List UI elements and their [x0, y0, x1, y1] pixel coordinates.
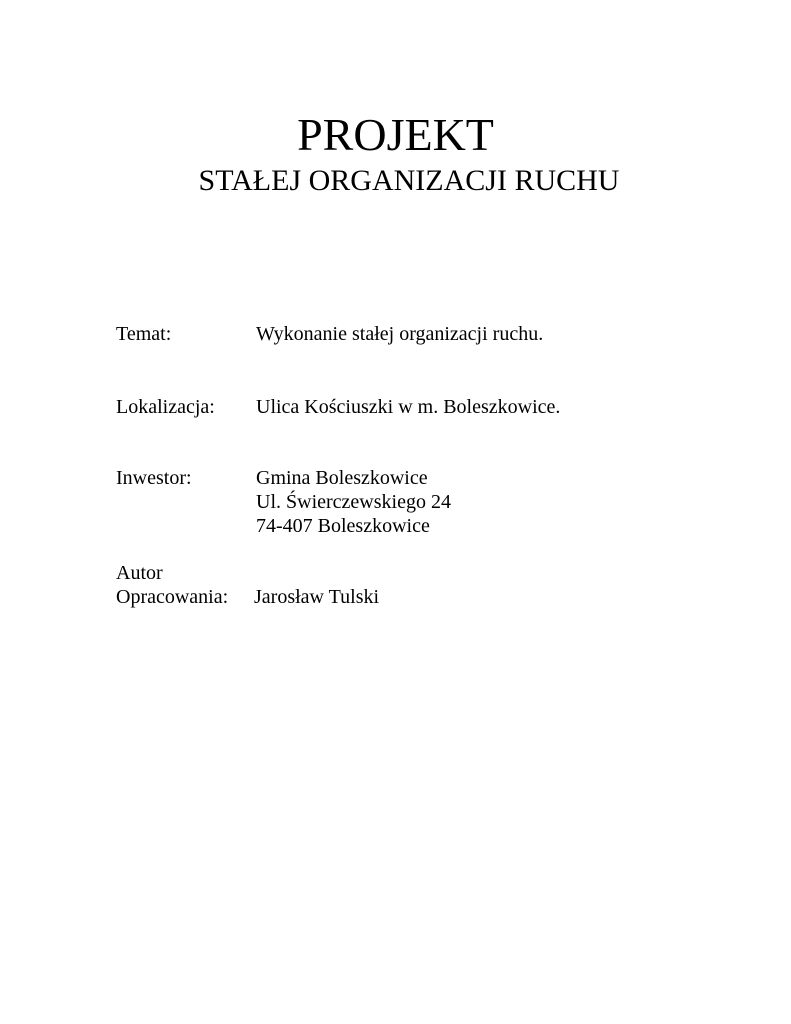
- document-subtitle: STAŁEJ ORGANIZACJI RUCHU: [198, 164, 620, 197]
- autor-label-line-2: Opracowania:: [116, 586, 229, 608]
- temat-value: Wykonanie stałej organizacji ruchu.: [256, 323, 544, 345]
- inwestor-label: Inwestor:: [116, 467, 192, 489]
- document-title: PROJEKT: [297, 109, 494, 160]
- inwestor-line-1: Gmina Boleszkowice: [256, 467, 428, 489]
- temat-label: Temat:: [116, 323, 172, 345]
- autor-label-line-1: Autor: [116, 562, 163, 584]
- inwestor-line-2: Ul. Świerczewskiego 24: [256, 491, 451, 513]
- lokalizacja-value: Ulica Kościuszki w m. Boleszkowice.: [256, 396, 561, 418]
- lokalizacja-label: Lokalizacja:: [116, 396, 215, 418]
- autor-value: Jarosław Tulski: [254, 586, 380, 608]
- inwestor-line-3: 74-407 Boleszkowice: [256, 515, 430, 537]
